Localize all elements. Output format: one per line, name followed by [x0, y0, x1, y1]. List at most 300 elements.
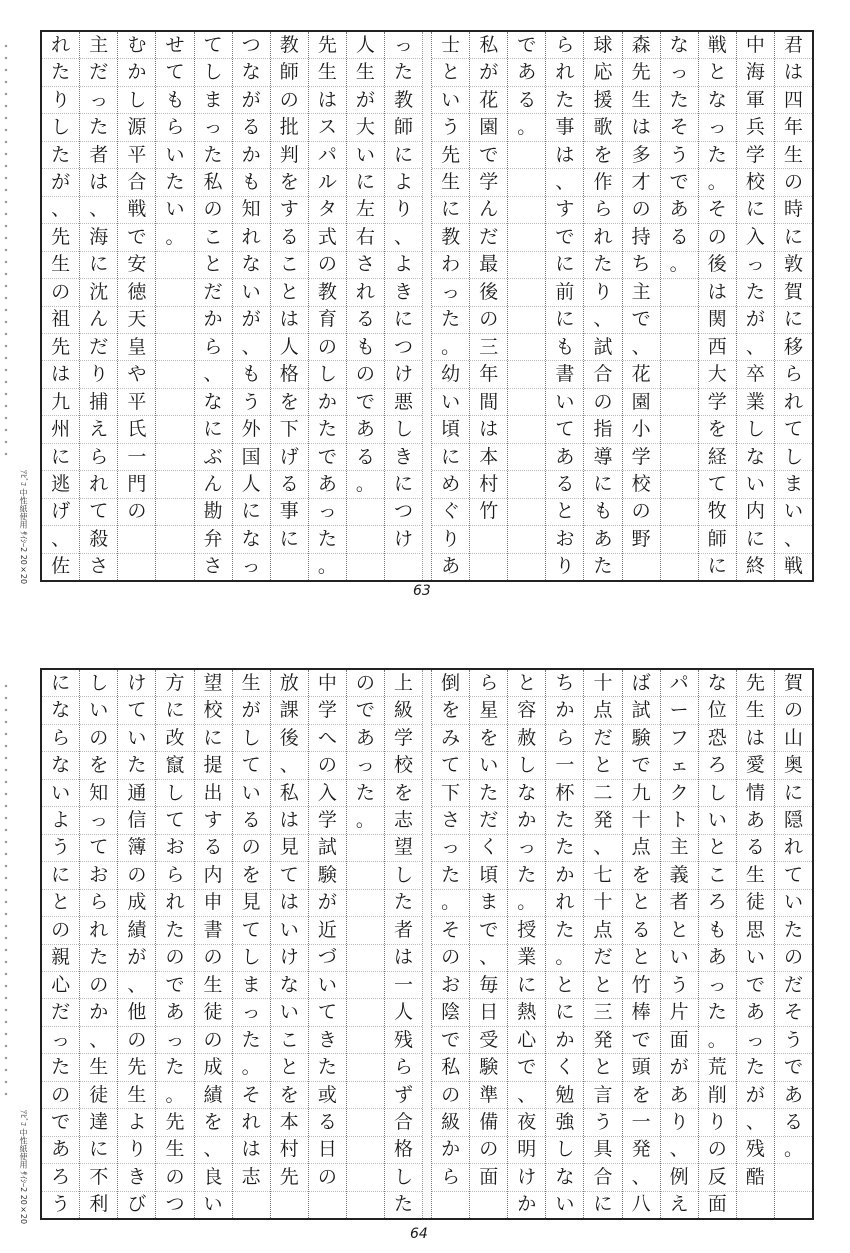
- grid-cell: あ: [347, 725, 384, 752]
- grid-cell: る: [233, 114, 270, 141]
- grid-cell: き: [385, 444, 422, 471]
- grid-cell: そ: [775, 999, 812, 1026]
- grid-cell: た: [347, 780, 384, 807]
- grid-cell: っ: [699, 114, 736, 141]
- grid-cell: で: [432, 1027, 469, 1054]
- grid-cell: 情: [737, 780, 774, 807]
- grid-cell: て: [775, 416, 812, 443]
- manuscript-column: [232, 32, 270, 580]
- grid-cell: [347, 1082, 384, 1109]
- grid-cell: お: [546, 526, 583, 553]
- grid-cell: [661, 416, 698, 443]
- grid-cell: か: [80, 999, 117, 1026]
- grid-cell: 或: [309, 1082, 346, 1109]
- grid-cell: [347, 554, 384, 580]
- grid-cell: 幼: [432, 361, 469, 388]
- grid-cell: ト: [661, 807, 698, 834]
- grid-cell: [156, 389, 193, 416]
- grid-cell: フ: [661, 725, 698, 752]
- grid-cell: 花: [623, 361, 660, 388]
- grid-cell: 海: [737, 59, 774, 86]
- grid-cell: の: [80, 972, 117, 999]
- grid-cell: た: [699, 142, 736, 169]
- grid-cell: の: [195, 197, 232, 224]
- grid-cell: ル: [309, 169, 346, 196]
- grid-cell: お: [80, 862, 117, 889]
- grid-cell: の: [584, 389, 621, 416]
- grid-cell: 間: [470, 389, 507, 416]
- grid-cell: て: [156, 59, 193, 86]
- grid-cell: 。: [508, 890, 545, 917]
- grid-cell: は: [271, 307, 308, 334]
- grid-cell: ず: [385, 1082, 422, 1109]
- grid-cell: 逃: [42, 471, 79, 498]
- grid-cell: 、: [775, 526, 812, 553]
- grid-cell: を: [271, 1082, 308, 1109]
- grid-cell: は: [623, 114, 660, 141]
- manuscript-column: [698, 670, 736, 1218]
- grid-cell: 一: [546, 752, 583, 779]
- manuscript-column: [194, 32, 232, 580]
- grid-cell: う: [432, 114, 469, 141]
- grid-cell: 書: [546, 361, 583, 388]
- grid-cell: い: [432, 87, 469, 114]
- grid-cell: 発: [584, 807, 621, 834]
- grid-cell: さ: [347, 252, 384, 279]
- grid-cell: 達: [80, 1109, 117, 1136]
- grid-cell: い: [775, 890, 812, 917]
- grid-cell: で: [623, 752, 660, 779]
- grid-cell: 兵: [737, 114, 774, 141]
- grid-cell: れ: [156, 890, 193, 917]
- grid-cell: [508, 224, 545, 251]
- grid-cell: 平: [118, 389, 155, 416]
- grid-cell: 外: [233, 416, 270, 443]
- grid-cell: な: [42, 697, 79, 724]
- grid-cell: 合: [118, 169, 155, 196]
- grid-cell: で: [661, 169, 698, 196]
- grid-cell: [156, 307, 193, 334]
- grid-cell: は: [271, 807, 308, 834]
- grid-cell: り: [555, 555, 575, 578]
- grid-cell: 日: [470, 999, 507, 1026]
- grid-cell: 多: [623, 142, 660, 169]
- grid-cell: 奥: [775, 752, 812, 779]
- grid-cell: ら: [546, 725, 583, 752]
- grid-cell: ら: [584, 197, 621, 224]
- manuscript-column: [774, 670, 812, 1218]
- grid-cell: よ: [42, 807, 79, 834]
- grid-cell: 事: [271, 499, 308, 526]
- grid-cell: 生: [80, 1054, 117, 1081]
- grid-cell: っ: [233, 999, 270, 1026]
- grid-cell: 沈: [80, 279, 117, 306]
- grid-cell: る: [661, 224, 698, 251]
- grid-cell: 左: [347, 197, 384, 224]
- manuscript-column: [270, 32, 308, 580]
- grid-cell: て: [432, 752, 469, 779]
- grid-cell: ら: [546, 32, 583, 59]
- grid-cell: 先: [271, 1164, 308, 1191]
- grid-cell: る: [737, 835, 774, 862]
- grid-cell: で: [118, 224, 155, 251]
- grid-cell: て: [233, 752, 270, 779]
- grid-cell: る: [233, 807, 270, 834]
- grid-cell: さ: [89, 555, 109, 578]
- grid-cell: 人: [385, 999, 422, 1026]
- grid-cell: ま: [775, 471, 812, 498]
- grid-cell: 徒: [195, 999, 232, 1026]
- grid-cell: い: [470, 752, 507, 779]
- grid-cell: を: [470, 725, 507, 752]
- grid-cell: 森: [623, 32, 660, 59]
- grid-cell: 氏: [118, 416, 155, 443]
- grid-cell: 賀: [775, 279, 812, 306]
- grid-cell: が: [470, 59, 507, 86]
- grid-cell: の: [309, 752, 346, 779]
- grid-cell: [775, 1192, 812, 1218]
- grid-cell: 績: [195, 1082, 232, 1109]
- grid-cell: [347, 972, 384, 999]
- grid-cell: 花: [470, 87, 507, 114]
- grid-cell: き: [385, 279, 422, 306]
- grid-cell: だ: [42, 999, 79, 1026]
- grid-cell: り: [584, 279, 621, 306]
- grid-cell: パ: [309, 142, 346, 169]
- grid-cell: 二: [584, 780, 621, 807]
- grid-cell: る: [309, 1109, 346, 1136]
- grid-cell: [156, 444, 193, 471]
- grid-cell: ち: [546, 670, 583, 697]
- manuscript-column: [774, 32, 812, 580]
- grid-cell: だ: [584, 945, 621, 972]
- grid-cell: 。: [156, 1082, 193, 1109]
- grid-cell: 望: [385, 835, 422, 862]
- grid-cell: た: [737, 1054, 774, 1081]
- grid-cell: 海: [80, 224, 117, 251]
- grid-cell: 大: [347, 114, 384, 141]
- grid-cell: た: [156, 917, 193, 944]
- grid-cell: 十: [623, 807, 660, 834]
- grid-cell: [508, 416, 545, 443]
- grid-cell: た: [156, 1054, 193, 1081]
- grid-cell: あ: [347, 416, 384, 443]
- grid-cell: [118, 526, 155, 553]
- grid-cell: た: [546, 917, 583, 944]
- paper-imprint-bottom: ｱﾋﾞｺ 中性紙使用 ｻｲｼｰ2 20×20: [19, 1110, 28, 1225]
- grid-cell: 級: [432, 1109, 469, 1136]
- grid-cell: も: [347, 334, 384, 361]
- grid-cell: 、: [737, 1109, 774, 1136]
- grid-cell: ら: [80, 890, 117, 917]
- grid-cell: 移: [775, 334, 812, 361]
- grid-cell: 村: [470, 471, 507, 498]
- grid-cell: 杯: [546, 780, 583, 807]
- grid-cell: り: [42, 87, 79, 114]
- grid-cell: 。: [233, 1054, 270, 1081]
- grid-cell: 事: [546, 114, 583, 141]
- grid-cell: が: [737, 307, 774, 334]
- grid-cell: 。: [432, 334, 469, 361]
- grid-cell: に: [42, 670, 79, 697]
- grid-cell: ん: [80, 307, 117, 334]
- grid-cell: 九: [623, 780, 660, 807]
- grid-cell: う: [584, 1109, 621, 1136]
- grid-cell: 。: [156, 224, 193, 251]
- grid-cell: 主: [623, 279, 660, 306]
- grid-cell: 勘: [195, 499, 232, 526]
- grid-cell: い: [233, 780, 270, 807]
- grid-cell: 竹: [470, 499, 507, 526]
- grid-cell: な: [233, 59, 270, 86]
- grid-cell: う: [661, 972, 698, 999]
- grid-cell: よ: [385, 252, 422, 279]
- grid-cell: [347, 835, 384, 862]
- grid-cell: 生: [233, 670, 270, 697]
- grid-cell: て: [80, 835, 117, 862]
- grid-cell: ま: [195, 87, 232, 114]
- manuscript-column: [155, 670, 193, 1218]
- grid-cell: [470, 554, 507, 580]
- grid-cell: [623, 554, 660, 580]
- manuscript-column: [545, 32, 583, 580]
- grid-cell: 校: [737, 169, 774, 196]
- grid-cell: 小: [623, 416, 660, 443]
- grid-cell: [118, 554, 155, 580]
- grid-cell: れ: [80, 917, 117, 944]
- grid-cell: 生: [623, 87, 660, 114]
- grid-cell: [156, 471, 193, 498]
- grid-cell: ち: [623, 252, 660, 279]
- grid-cell: は: [546, 142, 583, 169]
- grid-cell: な: [508, 780, 545, 807]
- grid-cell: 学: [699, 389, 736, 416]
- grid-cell: [347, 890, 384, 917]
- grid-cell: 後: [470, 279, 507, 306]
- grid-cell: い: [156, 197, 193, 224]
- grid-cell: 合: [385, 1109, 422, 1136]
- grid-cell: す: [195, 807, 232, 834]
- grid-cell: [661, 471, 698, 498]
- grid-cell: 級: [385, 697, 422, 724]
- grid-cell: 悪: [385, 389, 422, 416]
- grid-cell: し: [195, 59, 232, 86]
- grid-cell: [347, 945, 384, 972]
- grid-cell: に: [385, 142, 422, 169]
- grid-cell: 績: [118, 917, 155, 944]
- grid-cell: れ: [42, 32, 79, 59]
- grid-cell: [508, 307, 545, 334]
- grid-cell: せ: [156, 32, 193, 59]
- grid-cell: [775, 1164, 812, 1191]
- grid-cell: 竄: [156, 752, 193, 779]
- grid-cell: 残: [737, 1137, 774, 1164]
- grid-cell: う: [51, 1193, 71, 1216]
- grid-cell: も: [156, 87, 193, 114]
- grid-cell: れ: [584, 224, 621, 251]
- grid-cell: き: [309, 1027, 346, 1054]
- grid-cell: の: [118, 1027, 155, 1054]
- grid-cell: で: [470, 142, 507, 169]
- grid-cell: の: [775, 169, 812, 196]
- grid-cell: 私: [432, 1054, 469, 1081]
- grid-cell: わ: [432, 252, 469, 279]
- grid-cell: 先: [309, 32, 346, 59]
- grid-cell: た: [118, 752, 155, 779]
- grid-cell: 書: [195, 917, 232, 944]
- grid-cell: 明: [508, 1137, 545, 1164]
- manuscript-column: [155, 32, 193, 580]
- grid-cell: い: [203, 1193, 223, 1216]
- grid-cell: [661, 361, 698, 388]
- grid-cell: 利: [89, 1193, 109, 1216]
- grid-cell: れ: [775, 835, 812, 862]
- grid-cell: た: [546, 87, 583, 114]
- grid-cell: 源: [118, 114, 155, 141]
- grid-cell: に: [156, 697, 193, 724]
- grid-cell: ス: [309, 114, 346, 141]
- grid-cell: は: [80, 169, 117, 196]
- grid-cell: 最: [470, 252, 507, 279]
- grid-cell: [470, 526, 507, 553]
- grid-cell: 勉: [546, 1082, 583, 1109]
- grid-cell: で: [623, 307, 660, 334]
- grid-cell: 知: [233, 197, 270, 224]
- grid-cell: れ: [80, 471, 117, 498]
- grid-cell: と: [584, 972, 621, 999]
- grid-cell: 学: [623, 444, 660, 471]
- grid-cell: こ: [271, 1027, 308, 1054]
- grid-cell: 天: [118, 307, 155, 334]
- grid-cell: の: [118, 862, 155, 889]
- grid-cell: 発: [584, 1027, 621, 1054]
- grid-cell: 位: [699, 697, 736, 724]
- grid-cell: の: [80, 725, 117, 752]
- grid-cell: れ: [546, 890, 583, 917]
- grid-cell: き: [118, 1164, 155, 1191]
- grid-cell: で: [347, 697, 384, 724]
- grid-cell: に: [195, 725, 232, 752]
- grid-cell: [385, 554, 422, 580]
- grid-cell: 面: [470, 1164, 507, 1191]
- grid-cell: ろ: [699, 890, 736, 917]
- grid-cell: か: [517, 1193, 537, 1216]
- grid-cell: 主: [80, 32, 117, 59]
- grid-cell: て: [309, 999, 346, 1026]
- grid-cell: し: [508, 752, 545, 779]
- grid-cell: と: [623, 945, 660, 972]
- manuscript-column: [545, 670, 583, 1218]
- grid-cell: は: [309, 87, 346, 114]
- grid-cell: し: [737, 416, 774, 443]
- grid-cell: 十: [584, 670, 621, 697]
- grid-cell: 園: [470, 114, 507, 141]
- grid-cell: 才: [623, 169, 660, 196]
- grid-cell: た: [508, 862, 545, 889]
- grid-cell: の: [623, 499, 660, 526]
- grid-cell: げ: [271, 444, 308, 471]
- grid-cell: そ: [661, 114, 698, 141]
- grid-cell: 山: [775, 725, 812, 752]
- grid-cell: 先: [737, 670, 774, 697]
- grid-cell: た: [309, 416, 346, 443]
- grid-cell: 先: [118, 1054, 155, 1081]
- grid-cell: っ: [80, 807, 117, 834]
- grid-cell: 受: [470, 1027, 507, 1054]
- grid-cell: の: [309, 1164, 346, 1191]
- grid-cell: さ: [203, 555, 223, 578]
- grid-cell: 中: [737, 32, 774, 59]
- grid-cell: に: [271, 526, 308, 553]
- grid-cell: と: [271, 279, 308, 306]
- grid-cell: け: [385, 526, 422, 553]
- grid-cell: の: [699, 1137, 736, 1164]
- grid-cell: し: [775, 444, 812, 471]
- grid-cell: し: [118, 87, 155, 114]
- grid-cell: 球: [584, 32, 621, 59]
- grid-cell: な: [699, 87, 736, 114]
- grid-cell: と: [546, 499, 583, 526]
- grid-cell: 、: [661, 1137, 698, 1164]
- grid-cell: 三: [470, 334, 507, 361]
- grid-cell: た: [394, 1193, 414, 1216]
- manuscript-column: [346, 670, 384, 1218]
- manuscript-column: [698, 32, 736, 580]
- grid-cell: る: [546, 471, 583, 498]
- grid-cell: と: [432, 59, 469, 86]
- grid-cell: な: [699, 670, 736, 697]
- grid-cell: [156, 526, 193, 553]
- grid-cell: っ: [195, 114, 232, 141]
- manuscript-column: [507, 670, 545, 1218]
- grid-cell: 教: [309, 279, 346, 306]
- grid-cell: 右: [347, 224, 384, 251]
- grid-cell: 内: [195, 862, 232, 889]
- grid-cell: 験: [309, 862, 346, 889]
- grid-cell: 、: [80, 1027, 117, 1054]
- grid-cell: [508, 444, 545, 471]
- grid-cell: が: [233, 307, 270, 334]
- grid-cell: 生: [347, 59, 384, 86]
- grid-cell: パ: [661, 670, 698, 697]
- grid-cell: 援: [584, 87, 621, 114]
- manuscript-column: [308, 32, 346, 580]
- grid-cell: に: [385, 471, 422, 498]
- grid-cell: し: [385, 1164, 422, 1191]
- grid-cell: か: [432, 1137, 469, 1164]
- grid-cell: て: [699, 471, 736, 498]
- grid-cell: が: [347, 87, 384, 114]
- grid-cell: 。: [347, 471, 384, 498]
- grid-cell: あ: [737, 807, 774, 834]
- grid-cell: の: [470, 307, 507, 334]
- grid-cell: あ: [156, 999, 193, 1026]
- grid-cell: 赦: [508, 725, 545, 752]
- grid-cell: ら: [156, 114, 193, 141]
- manuscript-column: [117, 670, 155, 1218]
- grid-cell: り: [699, 1109, 736, 1136]
- grid-cell: 佐: [51, 555, 71, 578]
- grid-cell: 点: [623, 835, 660, 862]
- grid-cell: の: [42, 279, 79, 306]
- grid-cell: あ: [441, 555, 461, 578]
- grid-cell: あ: [309, 471, 346, 498]
- grid-cell: [508, 554, 545, 580]
- grid-cell: だ: [80, 59, 117, 86]
- grid-cell: う: [661, 142, 698, 169]
- grid-cell: 私: [271, 780, 308, 807]
- grid-cell: を: [271, 389, 308, 416]
